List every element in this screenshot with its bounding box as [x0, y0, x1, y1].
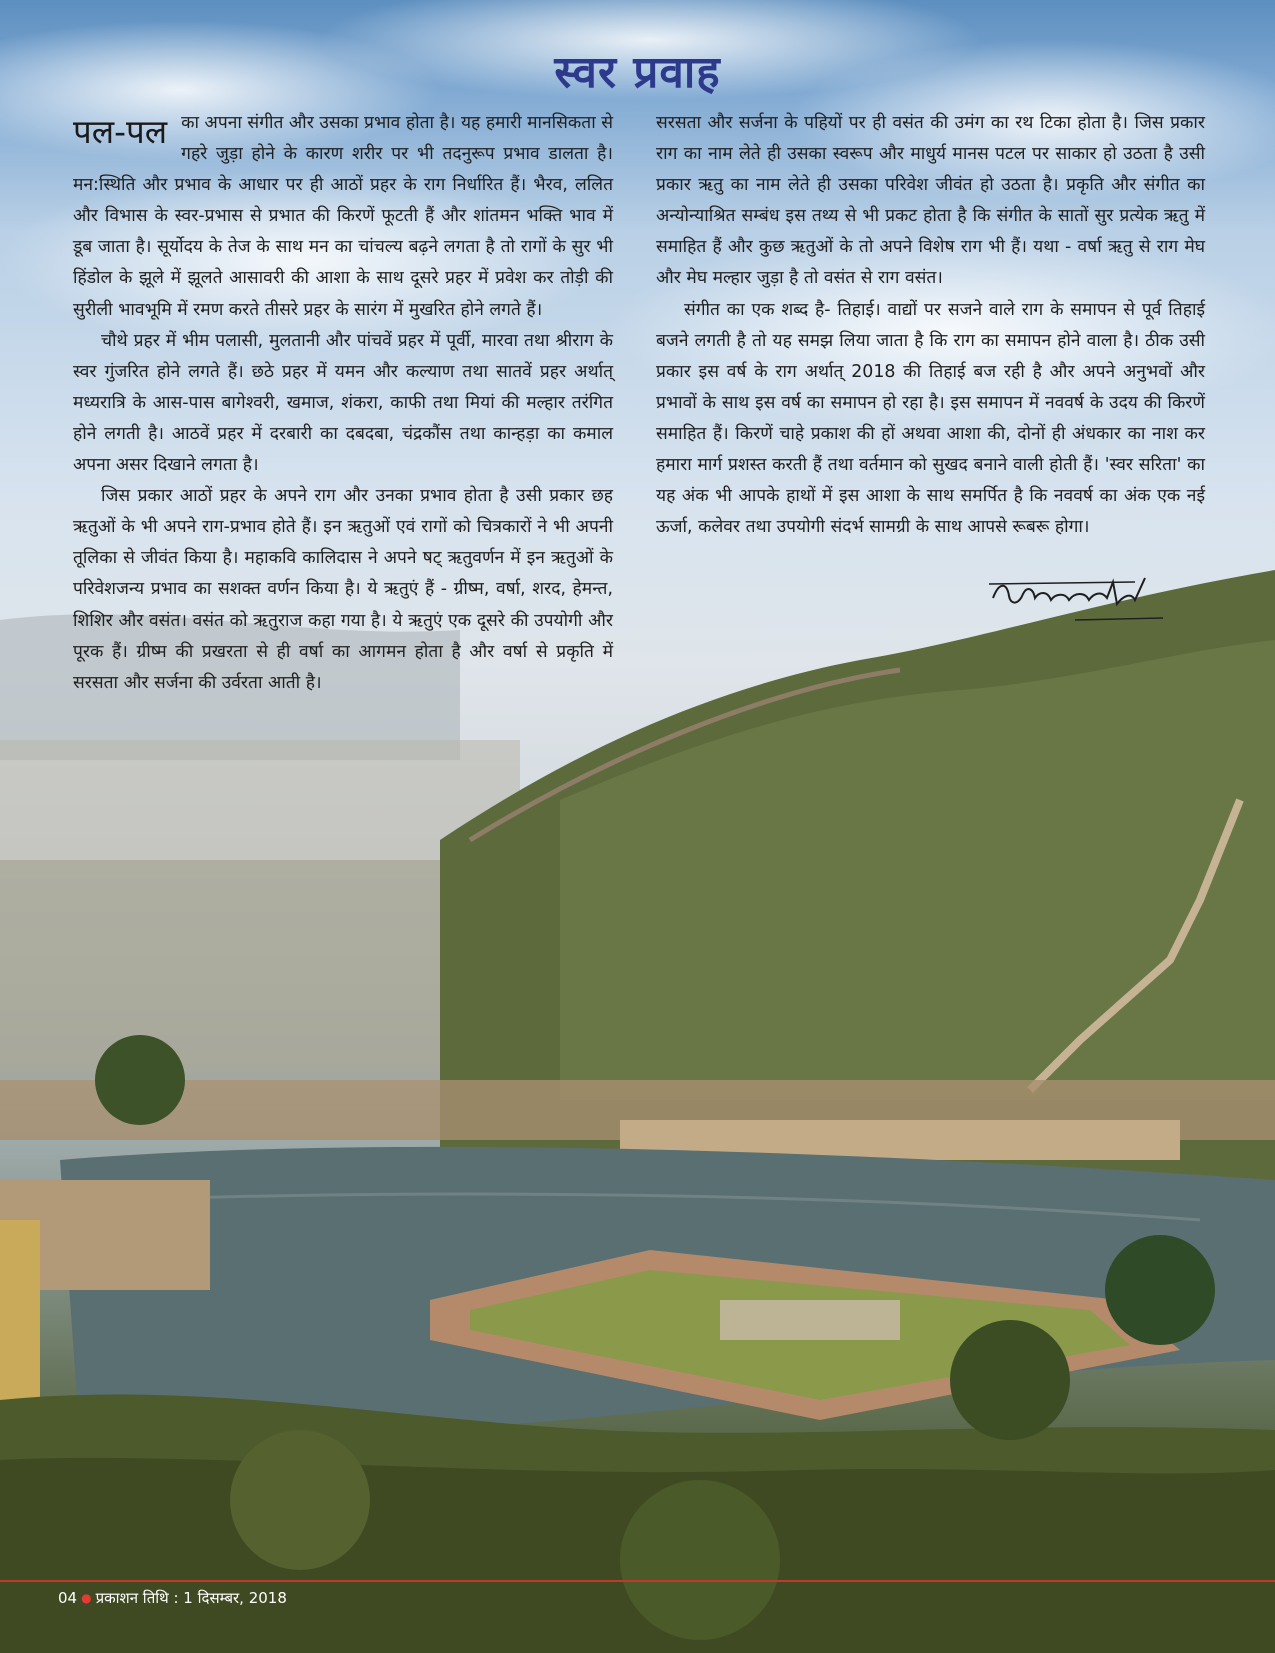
article-paragraph: संगीत का एक शब्द है- तिहाई। वाद्यों पर सजने वाले राग के समापन से पूर्व तिहाई बजने लगती है तो यह समझ लिया जाता है कि राग का समापन होने वाला है। ठीक उसी प्रकार इस वर्ष के राग अर्थात् 2018 की तिहाई बज रही है और अपने अनुभवों और प्रभावों के साथ इस वर्ष का समापन हो रहा है। इस समापन में नववर्ष के उदय की किरणें समाहित हैं। किरणें चाहे प्रकाश की हों अथवा आशा की, दोनों ही अंधकार का नाश कर हमारा मार्ग प्रशस्त करती हैं तथा वर्तमान को सुखद बनाने वाली होती हैं। 'स्वर सरिता' का यह अंक भी आपके हाथों में इस आशा के साथ समर्पित है कि नववर्ष का अंक एक नई ऊर्जा, कलेवर तथा उपयोगी संदर्भ सामग्री के साथ आपसे रूबरू होगा।: [656, 299, 1205, 538]
article-column-left: [73, 108, 613, 699]
page-footer: [58, 1588, 287, 1608]
article-paragraph: चौथे प्रहर में भीम पलासी, मुलतानी और पांचवें प्रहर में पूर्वी, मारवा तथा श्रीराग के स्वर गुंजरित होने लगते हैं। छठे प्रहर में यमन और कल्याण तथा सातवें प्रहर अर्थात् मध्यरात्रि के आस-पास बागेश्वरी, खमाज, शंकरा, काफी तथा मियां की मल्हार तरंगित होने लगती है। आठवें प्रहर में दरबारी का दबदबा, चंद्रकौंस तथा कान्हड़ा का कमाल अपना असर दिखाने लगता है।: [73, 330, 613, 476]
article-paragraph: सरसता और सर्जना के पहियों पर ही वसंत की उमंग का रथ टिका होता है। जिस प्रकार राग का नाम लेते ही उसका स्वरूप और माधुर्य मानस पटल पर साकार हो उठता है उसी प्रकार ऋतु का नाम लेते ही उसका परिवेश जीवंत हो उठता है। प्रकृति और संगीत का अन्योन्याश्रित सम्बंध इस तथ्य से भी प्रकट होता है कि संगीत के सातों सुर प्रत्येक ऋतु में समाहित हैं और कुछ ऋतुओं के तो अपने विशेष राग भी हैं। यथा - वर्षा ऋतु से राग मेघ और मेघ मल्हार जुड़ा है तो वसंत से राग वसंत।: [656, 113, 1205, 289]
footer-rule: [0, 1580, 1275, 1582]
drop-cap-word: पल-पल: [73, 112, 168, 151]
page-title: स्वर प्रवाह: [554, 47, 721, 98]
publish-date: प्रकाशन तिथि : 1 दिसम्बर, 2018: [95, 1589, 287, 1607]
bullet-icon: ●: [81, 1591, 92, 1605]
article-column-right: [656, 108, 1205, 543]
article-paragraph: जिस प्रकार आठों प्रहर के अपने राग और उनका प्रभाव होता है उसी प्रकार छह ऋतुओं के भी अपने राग-प्रभाव होते हैं। इन ऋतुओं एवं रागों को चित्रकारों ने भी अपनी तूलिका से जीवंत किया है। महाकवि कालिदास ने अपने षट् ऋतुवर्णन में इन ऋतुओं के परिवेशजन्य प्रभाव का सशक्त वर्णन किया है। ये ऋतुएं हैं - ग्रीष्म, वर्षा, शरद, हेमन्त, शिशिर और वसंत। वसंत को ऋतुराज कहा गया है। ये ऋतुएं एक दूसरे की उपयोगी और पूरक हैं। ग्रीष्म की प्रखरता से ही वर्षा का आगमन होता है और वर्षा से प्रकृति में सरसता और सर्जना की उर्वरता आती है।: [73, 486, 613, 693]
page-number: 04: [58, 1589, 78, 1607]
paragraph-text: का अपना संगीत और उसका प्रभाव होता है। यह हमारी मानसिकता से गहरे जुड़ा होने के कारण शरीर पर भी तदनुरूप प्रभाव डालता है। मन:स्थिति और प्रभाव के आधार पर ही आठों प्रहर के राग निर्धारित हैं। भैरव, ललित और विभास के स्वर-प्रभास से प्रभात की किरणें फूटती हैं और शांतमन भक्ति भाव में डूब जाता है। सूर्योदय के तेज के साथ मन का चांचल्य बढ़ने लगता है तो रागों के सुर भी हिंडोल के झूले में झूलते आसावरी की आशा के साथ दूसरे प्रहर में प्रवेश कर तोड़ी की सुरीली भावभूमि में रमण करते तीसरे प्रहर के सारंग में मुखरित होने लगते हैं।: [73, 113, 613, 320]
article-paragraph: [73, 108, 613, 326]
author-signature: [985, 570, 1165, 630]
